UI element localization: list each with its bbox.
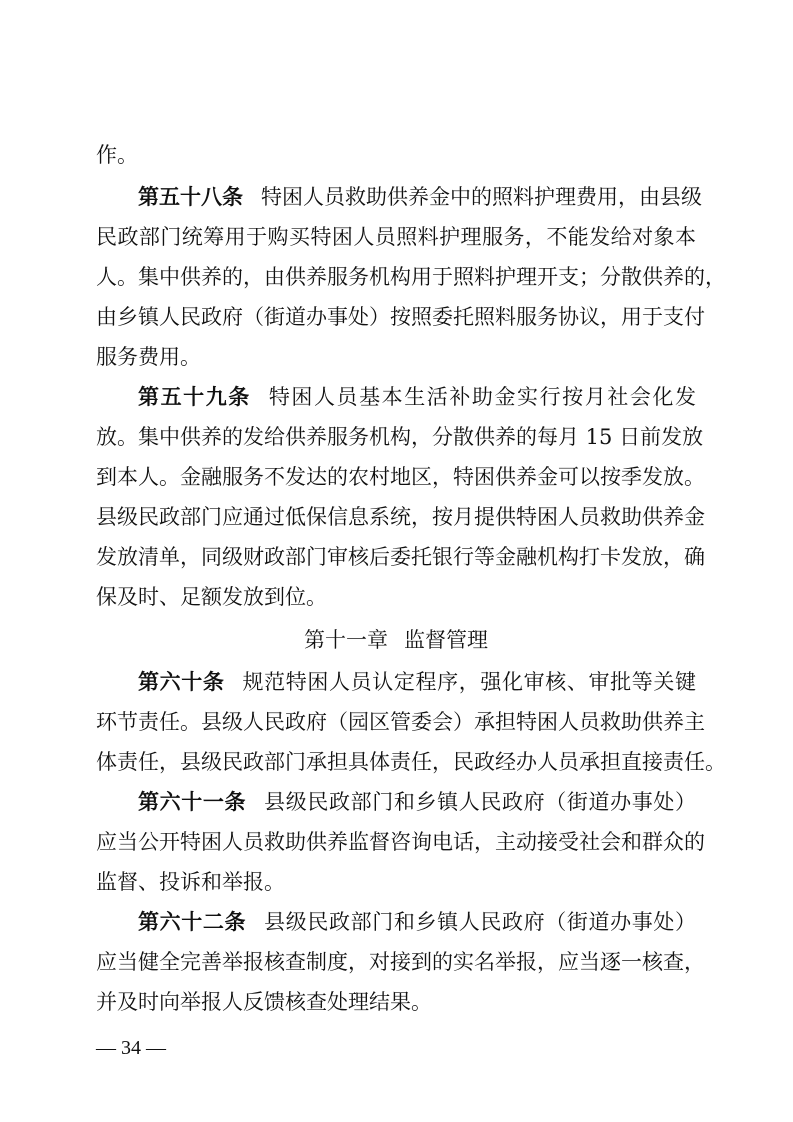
text-line: 并及时向举报人反馈核查处理结果。: [96, 990, 432, 1014]
text-line: 保及时、足额发放到位。: [96, 585, 327, 609]
text-line: 体责任，县级民政部门承担具体责任，民政经办人员承担直接责任。: [96, 750, 726, 774]
text-line: 应当公开特困人员救助供养监督咨询电话，主动接受社会和群众的: [96, 830, 705, 854]
text-line: 人。集中供养的，由供养服务机构用于照料护理开支；分散供养的，: [96, 265, 726, 289]
text-line: 县级民政部门和乡镇人民政府（街道办事处）: [264, 910, 696, 934]
text-line: 民政部门统筹用于购买特困人员照料护理服务，不能发给对象本: [96, 225, 696, 249]
text-line: 放。集中供养的发给供养服务机构，分散供养的每月 15 日前发放: [96, 425, 704, 449]
article-59-first-line: [138, 382, 696, 412]
text-line: 环节责任。县级人民政府（园区管委会）承担特困人员救助供养主: [96, 710, 705, 734]
chapter-title: 监督管理: [404, 628, 488, 652]
text-line: 规范特困人员认定程序，强化审核、审批等关键: [242, 670, 696, 694]
article-58-heading: 第五十八条: [138, 185, 243, 209]
text-line: 作。: [96, 143, 138, 167]
text-line: 服务费用。: [96, 345, 201, 369]
text-line: 到本人。金融服务不发达的农村地区，特困供养金可以按季发放。: [96, 465, 705, 489]
page-number: — 34 —: [96, 1037, 166, 1059]
text-line: 特困人员基本生活补助金实行按月社会化发: [268, 385, 697, 409]
article-58-first-line: [138, 182, 702, 212]
chapter-number: 第十一章: [304, 628, 388, 652]
text-line: 监督、投诉和举报。: [96, 870, 285, 894]
article-60-first-line: [138, 667, 696, 697]
article-62-heading: 第六十二条: [138, 910, 247, 934]
chapter-heading: [96, 625, 696, 655]
article-60-heading: 第六十条: [138, 670, 225, 694]
text-line: 由乡镇人民政府（街道办事处）按照委托照料服务协议，用于支付: [96, 305, 705, 329]
article-61-heading: 第六十一条: [138, 790, 247, 814]
text-line: 特困人员救助供养金中的照料护理费用，由县级: [261, 185, 702, 209]
text-line: 发放清单，同级财政部门审核后委托银行等金融机构打卡发放，确: [96, 545, 705, 569]
article-61-first-line: [138, 787, 696, 817]
text-line: 应当健全完善举报核查制度，对接到的实名举报，应当逐一核查，: [96, 950, 705, 974]
text-line: 县级民政部门应通过低保信息系统，按月提供特困人员救助供养金: [96, 505, 705, 529]
text-line: 县级民政部门和乡镇人民政府（街道办事处）: [264, 790, 696, 814]
article-62-first-line: [138, 907, 696, 937]
article-59-heading: 第五十九条: [138, 385, 251, 409]
